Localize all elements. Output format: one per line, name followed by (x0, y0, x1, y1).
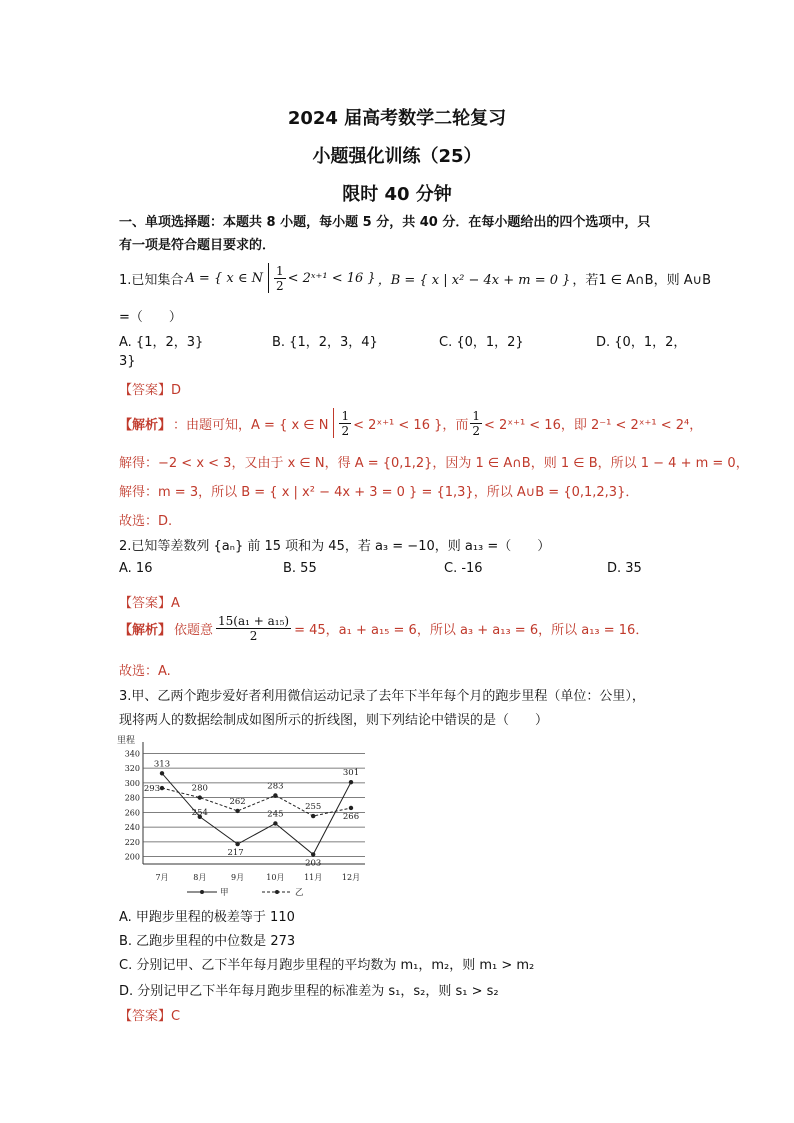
data-label-乙: 262 (229, 796, 246, 807)
q2-explanation (119, 614, 648, 643)
legend-label-甲: 甲 (220, 888, 229, 898)
x-tick-label: 8月 (193, 873, 207, 882)
q3-answer: 【答案】C (119, 1009, 181, 1024)
data-label-甲: 217 (227, 848, 244, 859)
q1-answer: 【答案】D (119, 383, 182, 398)
q2-answer: 【答案】A (119, 596, 180, 611)
q2-exp-pre: 依题意 (174, 623, 214, 638)
q1-option-b: B. {1，2，3，4} (272, 335, 378, 350)
q2-option-a: A. 16 (119, 561, 153, 576)
data-label-甲: 313 (153, 759, 171, 770)
q1-fraction: $\frac{1}{2}$ (275, 263, 284, 293)
data-point-乙 (311, 814, 315, 818)
q2-choice: 故选：A. (119, 664, 171, 679)
q1-exp-frac-1: $\frac{1}{2}$ (341, 408, 350, 438)
data-point-乙 (349, 806, 353, 810)
q1-exp-bar (333, 408, 334, 438)
q1-option-c: C. {0，1，2} (439, 335, 524, 350)
data-point-甲 (311, 852, 315, 856)
q3-option-c: C. 分别记甲、乙下半年每月跑步里程的平均数为 m₁，m₂，则 m₁ > m₂ (119, 958, 535, 973)
data-point-甲 (235, 842, 239, 846)
q1-option-a: A. {1，2，3} (119, 335, 204, 350)
q1-condition: ，若1 ∈ A∩B，则 A∪B (572, 272, 712, 288)
q3-stem-line-1: 3.甲、乙两个跑步爱好者利用微信运动记录了去年下半年每个月的跑步里程（单位：公里）， (119, 689, 645, 704)
q2-stem: 2.已知等差数列 {aₙ} 前 15 项和为 45，若 a₃ = −10，则 a₁₃ =（ ） (119, 539, 551, 554)
q1-setA-right: < 2ˣ⁺¹ < 16 } (287, 270, 376, 286)
q1-setA-left: A = { x ∈ N (185, 270, 263, 286)
data-label-乙: 280 (191, 783, 208, 794)
data-label-乙: 283 (267, 781, 284, 792)
title-line-1: 2024 届高考数学二轮复习 (287, 108, 507, 129)
data-label-乙: 293 (143, 784, 161, 795)
q1-exp-frac-2: $\frac{1}{2}$ (472, 408, 481, 438)
title-line-2: 小题强化训练（25） (312, 146, 482, 167)
data-label-甲: 254 (191, 807, 208, 818)
q3-option-a: A. 甲跑步里程的极差等于 110 (119, 910, 295, 925)
q1-set-bar (268, 263, 269, 293)
data-point-乙 (160, 786, 164, 790)
data-label-甲: 203 (305, 858, 322, 869)
title-line-3: 限时 40 分钟 (342, 184, 452, 205)
section-line-1: 一、单项选择题：本题共 8 小题，每小题 5 分，共 40 分．在每小题给出的四个选项中，只 (119, 215, 651, 230)
data-point-乙 (235, 809, 239, 813)
x-tick-label: 12月 (341, 873, 361, 882)
data-point-甲 (273, 821, 277, 825)
y-tick-label: 320 (124, 764, 140, 774)
y-tick-label: 200 (124, 852, 140, 862)
q1-setB: ，B = { x | x² − 4x + m = 0 } (377, 272, 571, 288)
y-tick-label: 220 (124, 837, 140, 847)
x-tick-label: 7月 (155, 873, 169, 882)
y-tick-label: 340 (124, 749, 140, 759)
x-tick-label: 11月 (304, 873, 323, 882)
q1-explanation-line-2: 解得：−2 < x < 3，又由于 x ∈ N，得 A = {0,1,2}，因为 1 ∈ A∩B，则 1 ∈ B，所以 1 − 4 + m = 0， (119, 456, 749, 471)
q1-exp-1a: ：由题可知，A = { x ∈ N (173, 417, 329, 433)
q1-explanation-line-3: 解得：m = 3，所以 B = { x | x² − 4x + 3 = 0 } = {1,3}，所以 A∪B = {0,1,2,3}． (119, 485, 639, 500)
q2-exp-label: 【解析】 (119, 623, 172, 638)
q1-option-d-cont: 3} (119, 354, 136, 369)
q3-option-b: B. 乙跑步里程的中位数是 273 (119, 934, 296, 949)
q1-prefix: 1.已知集合 (119, 272, 184, 288)
q3-option-d: D. 分别记甲乙下半年每月跑步里程的标准差为 s₁，s₂，则 s₁ > s₂ (119, 984, 499, 999)
section-line-2: 有一项是符合题目要求的． (119, 238, 276, 253)
y-axis-label: 里程 (117, 736, 136, 746)
q1-option-d: D. {0，1，2， (596, 335, 687, 350)
q3-stem-line-2: 现将两人的数据绘制成如图所示的折线图，则下列结论中错误的是（ ） (119, 713, 549, 728)
data-label-乙: 266 (342, 811, 360, 822)
q1-tail: =（ ） (119, 310, 182, 325)
legend-marker-甲 (200, 890, 204, 894)
q1-stem (119, 263, 711, 293)
q2-option-c: C. -16 (444, 561, 483, 576)
q2-option-b: B. 55 (283, 561, 317, 576)
q1-exp-label: 【解析】 (119, 417, 172, 433)
x-tick-label: 10月 (266, 873, 285, 882)
data-point-乙 (198, 795, 202, 799)
data-point-甲 (349, 780, 353, 784)
legend-marker-乙 (275, 890, 279, 894)
y-tick-label: 300 (124, 778, 140, 788)
running-mileage-chart (115, 732, 377, 902)
q2-option-d: D. 35 (607, 561, 642, 576)
y-tick-label: 280 (124, 793, 140, 803)
data-label-甲: 245 (267, 809, 284, 820)
legend-label-乙: 乙 (295, 888, 304, 898)
x-tick-label: 9月 (231, 873, 245, 882)
y-tick-label: 260 (124, 808, 140, 818)
y-tick-label: 240 (124, 823, 140, 833)
data-label-乙: 255 (305, 802, 322, 813)
series-line-乙 (162, 788, 351, 816)
data-label-甲: 301 (342, 768, 360, 779)
q1-choice: 故选：D. (119, 514, 173, 529)
q2-exp-post: = 45，a₁ + a₁₅ = 6，所以 a₃ + a₁₃ = 6，所以 a₁₃ = 16． (294, 623, 649, 638)
q1-explanation-line-1 (119, 408, 702, 438)
q1-exp-1c: < 2ˣ⁺¹ < 16，即 2⁻¹ < 2ˣ⁺¹ < 2⁴， (484, 417, 703, 433)
q2-exp-frac: $\frac{\text{15(a₁ + a₁₅)}}{2}$ (218, 614, 290, 643)
data-point-甲 (160, 771, 164, 775)
data-point-乙 (273, 793, 277, 797)
q1-exp-1b: < 2ˣ⁺¹ < 16 }，而 (353, 417, 469, 433)
